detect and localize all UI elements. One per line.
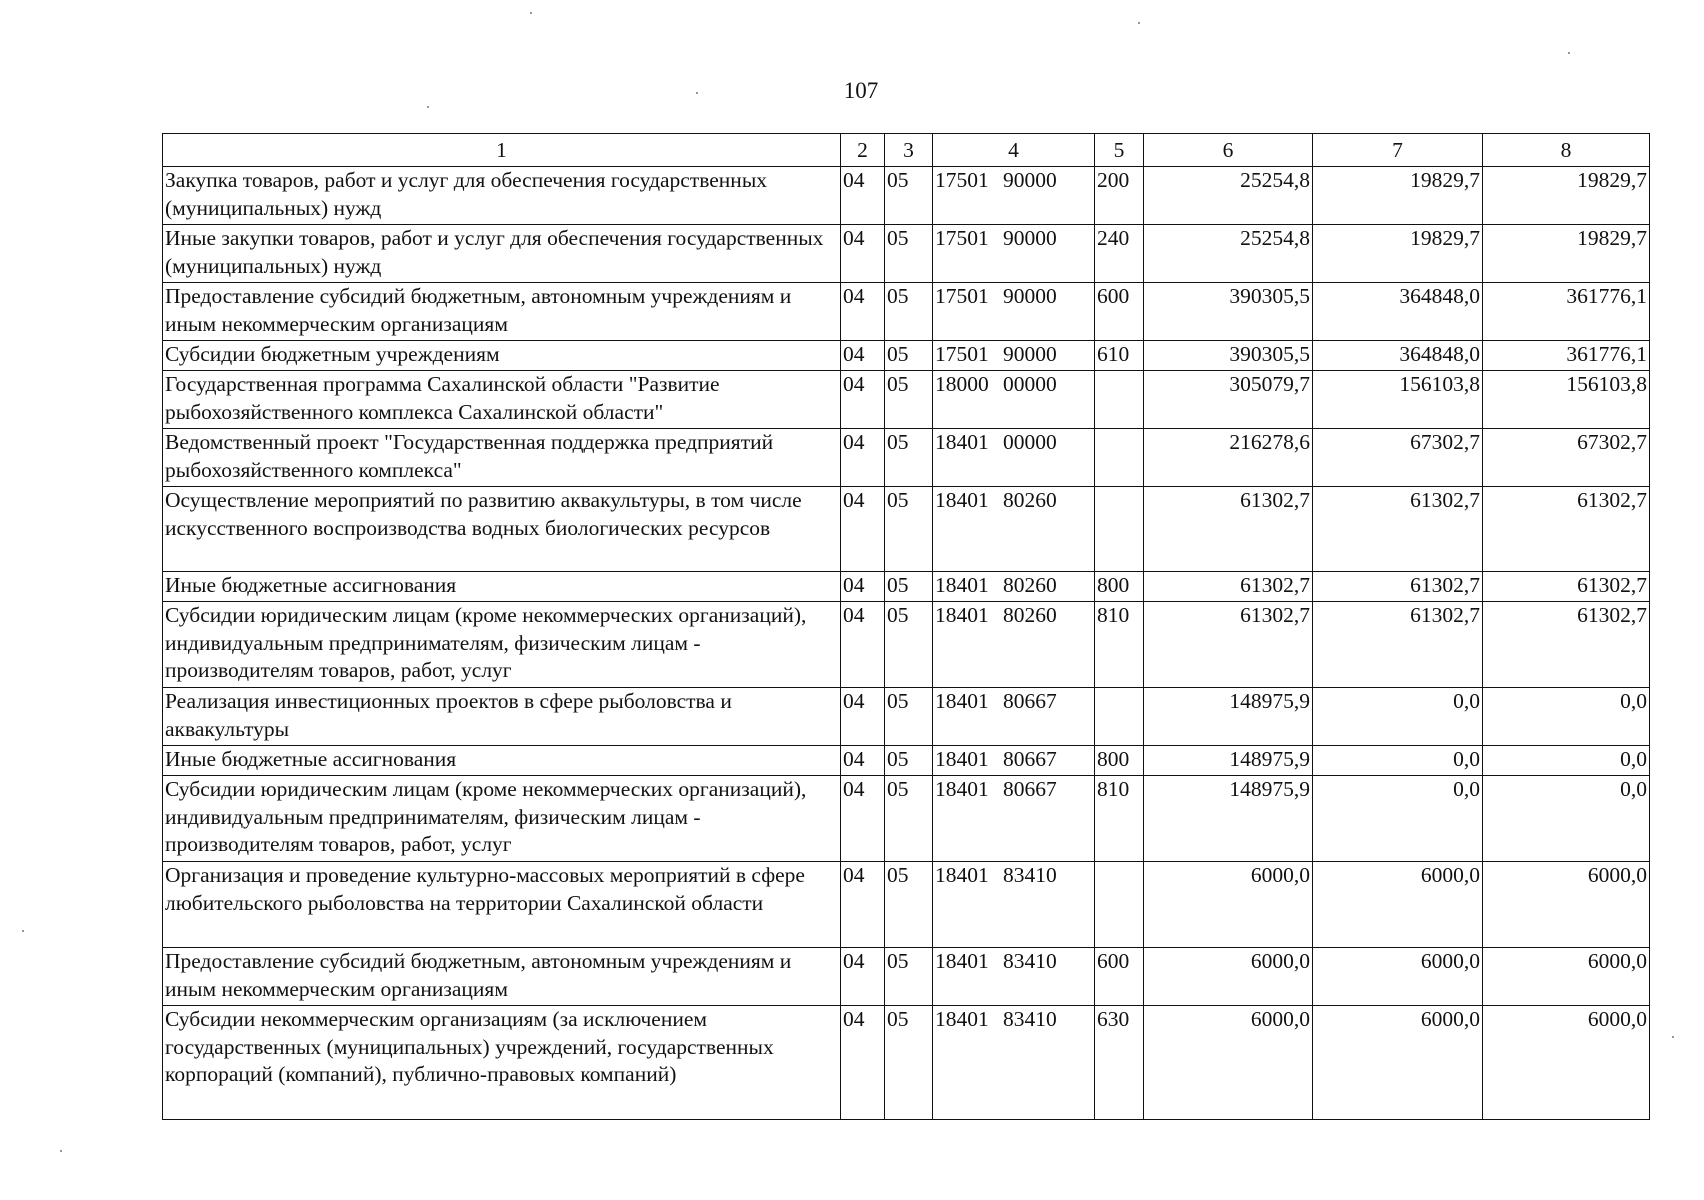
row-name: Субсидии юридическим лицам (кроме некоммерческих организаций), индивидуальным предпринимателям, физическим лицам - производителям товаров, работ, услуг — [163, 776, 841, 862]
row-program-code: 18401 — [935, 573, 989, 597]
header-cell: 5 — [1095, 134, 1144, 167]
row-expense-type: 600 — [1095, 283, 1144, 341]
page-number: 107 — [843, 78, 879, 103]
row-name: Государственная программа Сахалинской области "Развитие рыбохозяйственного комплекса Сахалинской области" — [163, 371, 841, 429]
row-target-article — [933, 688, 1095, 746]
header-cell: 3 — [885, 134, 933, 167]
row-value-col6: 390305,5 — [1144, 341, 1313, 371]
row-section: 04 — [841, 487, 885, 572]
row-expense-type — [1095, 371, 1144, 429]
row-subsection: 05 — [885, 948, 933, 1006]
row-value-col7: 61302,7 — [1313, 602, 1483, 688]
row-target-article — [933, 948, 1095, 1006]
row-expense-type: 800 — [1095, 572, 1144, 602]
row-value-col7: 67302,7 — [1313, 429, 1483, 487]
row-subsection: 05 — [885, 167, 933, 225]
row-subsection: 05 — [885, 572, 933, 602]
row-value-col6: 25254,8 — [1144, 167, 1313, 225]
row-value-col6: 61302,7 — [1144, 487, 1313, 572]
row-expense-type — [1095, 688, 1144, 746]
row-value-col8: 361776,1 — [1483, 283, 1650, 341]
row-subsection: 05 — [885, 341, 933, 371]
row-expense-type — [1095, 487, 1144, 572]
row-value-col6: 216278,6 — [1144, 429, 1313, 487]
table-row — [163, 746, 1650, 776]
row-direction-code: 90000 — [1003, 168, 1057, 192]
row-direction-code: 90000 — [1003, 284, 1057, 308]
row-section: 04 — [841, 602, 885, 688]
row-direction-code: 83410 — [1003, 1007, 1057, 1031]
scan-speck — [427, 106, 429, 108]
row-value-col7: 364848,0 — [1313, 341, 1483, 371]
row-section: 04 — [841, 1006, 885, 1120]
row-direction-code: 00000 — [1003, 372, 1057, 396]
row-expense-type: 200 — [1095, 167, 1144, 225]
header-cell: 7 — [1313, 134, 1483, 167]
row-program-code: 18401 — [935, 689, 989, 713]
row-program-code: 18401 — [935, 747, 989, 771]
row-value-col6: 6000,0 — [1144, 948, 1313, 1006]
row-target-article — [933, 776, 1095, 862]
row-value-col7: 6000,0 — [1313, 948, 1483, 1006]
row-value-col8: 6000,0 — [1483, 948, 1650, 1006]
row-direction-code: 80260 — [1003, 603, 1057, 627]
header-cell: 6 — [1144, 134, 1313, 167]
row-target-article — [933, 429, 1095, 487]
row-value-col8: 61302,7 — [1483, 602, 1650, 688]
row-target-article — [933, 487, 1095, 572]
row-expense-type: 240 — [1095, 225, 1144, 283]
row-section: 04 — [841, 776, 885, 862]
row-value-col7: 61302,7 — [1313, 487, 1483, 572]
row-target-article — [933, 371, 1095, 429]
row-value-col8: 0,0 — [1483, 776, 1650, 862]
row-subsection: 05 — [885, 602, 933, 688]
table-row — [163, 371, 1650, 429]
row-section: 04 — [841, 688, 885, 746]
row-program-code: 18401 — [935, 488, 989, 512]
row-subsection: 05 — [885, 746, 933, 776]
row-value-col8: 0,0 — [1483, 688, 1650, 746]
row-target-article — [933, 341, 1095, 371]
row-direction-code: 90000 — [1003, 226, 1057, 250]
row-name: Субсидии некоммерческим организациям (за исключением государственных (муниципальных) учреждений, государственных корпораций (компаний), публично-правовых компаний) — [163, 1006, 841, 1120]
row-expense-type: 630 — [1095, 1006, 1144, 1120]
row-target-article — [933, 167, 1095, 225]
row-target-article — [933, 225, 1095, 283]
row-direction-code: 80667 — [1003, 689, 1057, 713]
table-body — [163, 167, 1650, 1120]
row-subsection: 05 — [885, 688, 933, 746]
row-target-article — [933, 746, 1095, 776]
row-name: Организация и проведение культурно-массовых мероприятий в сфере любительского рыболовства на территории Сахалинской области — [163, 862, 841, 948]
row-section: 04 — [841, 746, 885, 776]
row-value-col8: 61302,7 — [1483, 572, 1650, 602]
row-program-code: 18401 — [935, 777, 989, 801]
budget-table — [162, 133, 1650, 1120]
row-value-col6: 305079,7 — [1144, 371, 1313, 429]
row-value-col7: 19829,7 — [1313, 167, 1483, 225]
scan-speck — [60, 1150, 62, 1152]
row-value-col6: 6000,0 — [1144, 1006, 1313, 1120]
row-program-code: 18401 — [935, 949, 989, 973]
row-direction-code: 90000 — [1003, 342, 1057, 366]
row-program-code: 17501 — [935, 168, 989, 192]
row-target-article — [933, 572, 1095, 602]
row-subsection: 05 — [885, 776, 933, 862]
row-direction-code: 83410 — [1003, 949, 1057, 973]
row-value-col7: 6000,0 — [1313, 1006, 1483, 1120]
row-direction-code: 83410 — [1003, 863, 1057, 887]
row-name: Предоставление субсидий бюджетным, автономным учреждениям и иным некоммерческим организациям — [163, 283, 841, 341]
row-section: 04 — [841, 283, 885, 341]
table-row — [163, 862, 1650, 948]
row-subsection: 05 — [885, 283, 933, 341]
header-cell: 4 — [933, 134, 1095, 167]
row-value-col7: 6000,0 — [1313, 862, 1483, 948]
scan-speck — [696, 92, 698, 94]
row-direction-code: 00000 — [1003, 430, 1057, 454]
row-program-code: 18401 — [935, 603, 989, 627]
row-name: Закупка товаров, работ и услуг для обеспечения государственных (муниципальных) нужд — [163, 167, 841, 225]
row-section: 04 — [841, 572, 885, 602]
row-expense-type — [1095, 429, 1144, 487]
row-name: Иные бюджетные ассигнования — [163, 572, 841, 602]
row-value-col7: 61302,7 — [1313, 572, 1483, 602]
table-row — [163, 948, 1650, 1006]
row-program-code: 18401 — [935, 863, 989, 887]
table-row — [163, 602, 1650, 688]
row-program-code: 18000 — [935, 372, 989, 396]
row-name: Осуществление мероприятий по развитию аквакультуры, в том числе искусственного воспроизводства водных биологических ресурсов — [163, 487, 841, 572]
row-section: 04 — [841, 429, 885, 487]
scan-speck — [1138, 22, 1140, 24]
row-subsection: 05 — [885, 1006, 933, 1120]
row-direction-code: 80260 — [1003, 573, 1057, 597]
row-program-code: 18401 — [935, 430, 989, 454]
table-row — [163, 429, 1650, 487]
row-subsection: 05 — [885, 225, 933, 283]
table-row — [163, 341, 1650, 371]
row-subsection: 05 — [885, 487, 933, 572]
row-value-col8: 6000,0 — [1483, 1006, 1650, 1120]
row-value-col6: 390305,5 — [1144, 283, 1313, 341]
row-value-col6: 148975,9 — [1144, 688, 1313, 746]
row-value-col8: 156103,8 — [1483, 371, 1650, 429]
table-row — [163, 487, 1650, 572]
row-value-col6: 61302,7 — [1144, 572, 1313, 602]
row-subsection: 05 — [885, 371, 933, 429]
row-section: 04 — [841, 341, 885, 371]
row-value-col8: 61302,7 — [1483, 487, 1650, 572]
table-row — [163, 283, 1650, 341]
row-direction-code: 80667 — [1003, 777, 1057, 801]
row-section: 04 — [841, 167, 885, 225]
row-value-col8: 19829,7 — [1483, 167, 1650, 225]
row-name: Субсидии бюджетным учреждениям — [163, 341, 841, 371]
row-program-code: 17501 — [935, 342, 989, 366]
row-section: 04 — [841, 371, 885, 429]
header-cell: 1 — [163, 134, 841, 167]
scan-speck — [1672, 1036, 1674, 1038]
row-section: 04 — [841, 225, 885, 283]
row-value-col8: 0,0 — [1483, 746, 1650, 776]
table-row — [163, 572, 1650, 602]
row-expense-type: 610 — [1095, 341, 1144, 371]
row-value-col6: 148975,9 — [1144, 746, 1313, 776]
row-value-col6: 6000,0 — [1144, 862, 1313, 948]
row-name: Предоставление субсидий бюджетным, автономным учреждениям и иным некоммерческим организациям — [163, 948, 841, 1006]
row-value-col8: 67302,7 — [1483, 429, 1650, 487]
scan-speck — [22, 930, 24, 932]
row-name: Иные бюджетные ассигнования — [163, 746, 841, 776]
header-cell: 8 — [1483, 134, 1650, 167]
row-name: Реализация инвестиционных проектов в сфере рыболовства и аквакультуры — [163, 688, 841, 746]
row-name: Иные закупки товаров, работ и услуг для обеспечения государственных (муниципальных) нужд — [163, 225, 841, 283]
row-value-col7: 19829,7 — [1313, 225, 1483, 283]
row-value-col7: 0,0 — [1313, 688, 1483, 746]
row-value-col8: 19829,7 — [1483, 225, 1650, 283]
row-value-col6: 148975,9 — [1144, 776, 1313, 862]
row-value-col6: 61302,7 — [1144, 602, 1313, 688]
table-row — [163, 167, 1650, 225]
scan-speck — [1568, 52, 1570, 54]
table-row — [163, 1006, 1650, 1120]
row-subsection: 05 — [885, 429, 933, 487]
row-name: Субсидии юридическим лицам (кроме некоммерческих организаций), индивидуальным предпринимателям, физическим лицам - производителям товаров, работ, услуг — [163, 602, 841, 688]
row-value-col8: 361776,1 — [1483, 341, 1650, 371]
row-expense-type — [1095, 862, 1144, 948]
row-value-col7: 156103,8 — [1313, 371, 1483, 429]
row-section: 04 — [841, 948, 885, 1006]
row-subsection: 05 — [885, 862, 933, 948]
table-row — [163, 225, 1650, 283]
row-value-col7: 0,0 — [1313, 746, 1483, 776]
table-row — [163, 776, 1650, 862]
row-expense-type: 810 — [1095, 602, 1144, 688]
row-program-code: 17501 — [935, 284, 989, 308]
row-direction-code: 80260 — [1003, 488, 1057, 512]
row-value-col7: 0,0 — [1313, 776, 1483, 862]
row-program-code: 17501 — [935, 226, 989, 250]
row-value-col6: 25254,8 — [1144, 225, 1313, 283]
scan-speck — [530, 12, 532, 14]
header-row — [163, 134, 1650, 167]
row-target-article — [933, 1006, 1095, 1120]
row-direction-code: 80667 — [1003, 747, 1057, 771]
row-target-article — [933, 862, 1095, 948]
row-target-article — [933, 602, 1095, 688]
table-row — [163, 688, 1650, 746]
row-program-code: 18401 — [935, 1007, 989, 1031]
row-target-article — [933, 283, 1095, 341]
row-name: Ведомственный проект "Государственная поддержка предприятий рыбохозяйственного комплекса" — [163, 429, 841, 487]
row-expense-type: 600 — [1095, 948, 1144, 1006]
header-cell: 2 — [841, 134, 885, 167]
row-value-col7: 364848,0 — [1313, 283, 1483, 341]
row-value-col8: 6000,0 — [1483, 862, 1650, 948]
row-section: 04 — [841, 862, 885, 948]
row-expense-type: 810 — [1095, 776, 1144, 862]
row-expense-type: 800 — [1095, 746, 1144, 776]
